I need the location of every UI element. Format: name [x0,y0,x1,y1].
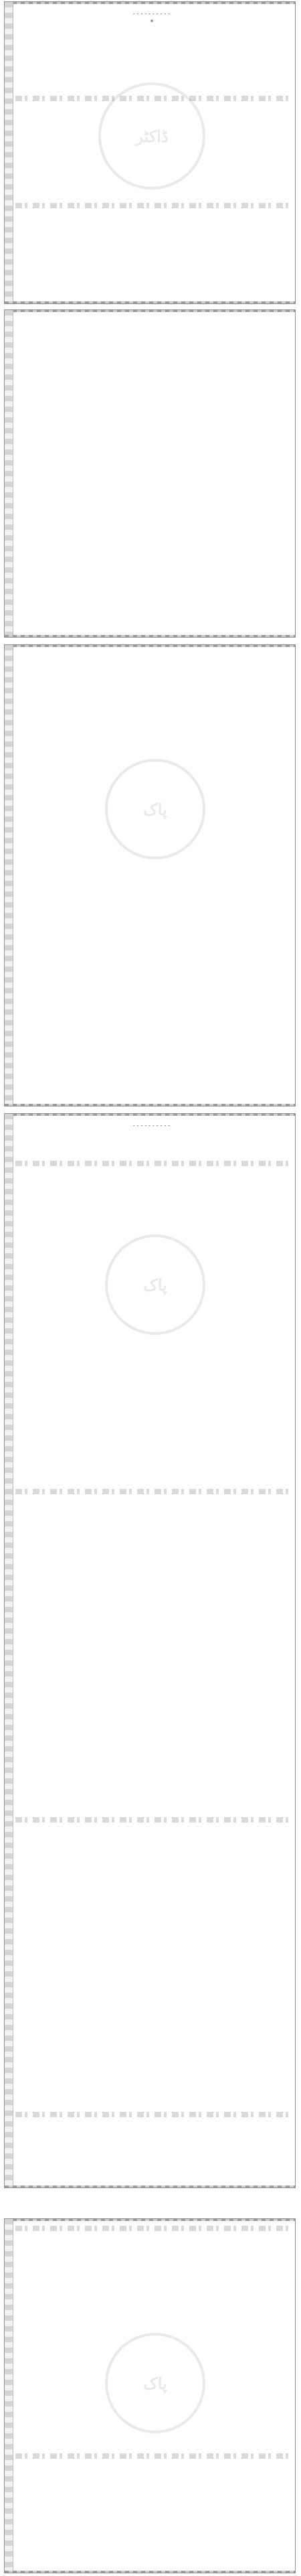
watermark-text: پاک [143,2373,167,2393]
decorative-side-strip [5,2219,13,2573]
interlude-line [0,2194,301,2214]
panel-text-body [17,2226,287,2567]
panel-text-body [17,9,287,298]
content-panel-3 [4,644,296,1106]
content-panel-5 [4,2218,296,2573]
content-panel-2 [4,309,296,638]
section-separator: ---------- [132,11,172,17]
watermark-text: پاک [143,1275,167,1295]
decorative-side-strip [5,645,13,1106]
content-panel-4 [4,1113,296,2188]
decorative-bullet: * [150,19,154,26]
panel-text-body [17,1121,287,2182]
content-panel-1 [4,1,296,304]
watermark-text: ڈاکٹر [135,126,169,146]
panel-text-body [17,317,287,632]
watermark-text: پاک [143,799,167,819]
decorative-side-strip [5,1114,13,2188]
panel-text-body [17,652,287,1100]
section-separator: ---------- [132,1123,172,1129]
decorative-side-strip [5,310,13,637]
decorative-side-strip [5,2,13,303]
